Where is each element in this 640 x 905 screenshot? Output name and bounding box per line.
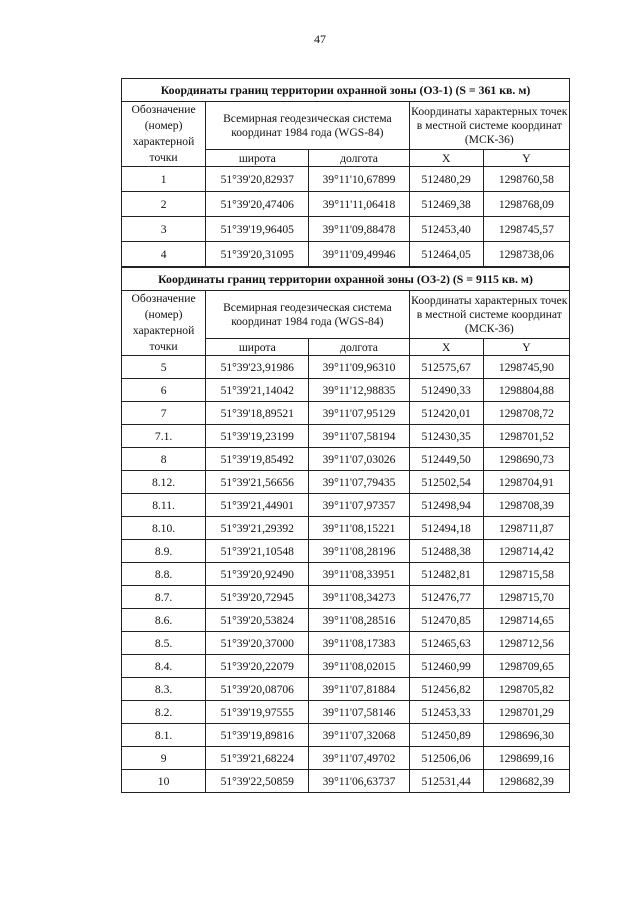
coord-x-cell: 512453,33 <box>409 701 483 724</box>
coord-y-cell: 1298745,57 <box>483 217 569 242</box>
table-row <box>122 192 570 217</box>
point-id-cell: 8.3. <box>122 678 206 701</box>
table-row <box>122 356 570 379</box>
longitude-cell: 39°11'08,02015 <box>309 655 409 678</box>
coord-x-cell: 512476,77 <box>409 586 483 609</box>
longitude-cell: 39°11'08,17383 <box>309 632 409 655</box>
latitude-cell: 51°39'20,82937 <box>206 167 309 192</box>
coord-y-cell: 1298701,29 <box>483 701 569 724</box>
coord-x-cell: 512420,01 <box>409 402 483 425</box>
coord-x-cell: 512498,94 <box>409 494 483 517</box>
coord-y-cell: 1298709,65 <box>483 655 569 678</box>
table-row <box>122 425 570 448</box>
coord-x-cell: 512488,38 <box>409 540 483 563</box>
header-latitude: широта <box>206 150 309 167</box>
point-id-cell: 8.1. <box>122 724 206 747</box>
coord-x-cell: 512470,85 <box>409 609 483 632</box>
coord-x-cell: 512575,67 <box>409 356 483 379</box>
header-msk36: Координаты характерных точек в местной системе координат (МСК-36) <box>409 291 569 339</box>
latitude-cell: 51°39'20,31095 <box>206 242 309 267</box>
longitude-cell: 39°11'12,98835 <box>309 379 409 402</box>
header-y: Y <box>483 150 569 167</box>
point-id-cell: 8.8. <box>122 563 206 586</box>
coord-x-cell: 512506,06 <box>409 747 483 770</box>
latitude-cell: 51°39'23,91986 <box>206 356 309 379</box>
longitude-cell: 39°11'09,49946 <box>309 242 409 267</box>
coord-y-cell: 1298738,06 <box>483 242 569 267</box>
table-row <box>122 609 570 632</box>
latitude-cell: 51°39'20,08706 <box>206 678 309 701</box>
latitude-cell: 51°39'20,47406 <box>206 192 309 217</box>
latitude-cell: 51°39'18,89521 <box>206 402 309 425</box>
table-title: Координаты границ территории охранной зоны (ОЗ-1) (S = 361 кв. м) <box>122 79 570 102</box>
longitude-cell: 39°11'10,67899 <box>309 167 409 192</box>
longitude-cell: 39°11'09,88478 <box>309 217 409 242</box>
table-row <box>122 217 570 242</box>
coord-y-cell: 1298699,16 <box>483 747 569 770</box>
page-number: 47 <box>314 32 326 46</box>
latitude-cell: 51°39'21,44901 <box>206 494 309 517</box>
longitude-cell: 39°11'07,58146 <box>309 701 409 724</box>
latitude-cell: 51°39'20,22079 <box>206 655 309 678</box>
coord-y-cell: 1298690,73 <box>483 448 569 471</box>
latitude-cell: 51°39'19,97555 <box>206 701 309 724</box>
longitude-cell: 39°11'07,03026 <box>309 448 409 471</box>
longitude-cell: 39°11'08,15221 <box>309 517 409 540</box>
coordinates-table-oz1 <box>121 78 570 267</box>
point-id-cell: 8.2. <box>122 701 206 724</box>
coord-x-cell: 512531,44 <box>409 770 483 793</box>
longitude-cell: 39°11'09,96310 <box>309 356 409 379</box>
header-longitude: долгота <box>309 339 409 356</box>
header-designation: Обозначение (номер) характерной точки <box>122 102 206 167</box>
coord-y-cell: 1298715,70 <box>483 586 569 609</box>
point-id-cell: 8.5. <box>122 632 206 655</box>
table-row <box>122 494 570 517</box>
table-row <box>122 242 570 267</box>
coord-y-cell: 1298705,82 <box>483 678 569 701</box>
coord-x-cell: 512480,29 <box>409 167 483 192</box>
coord-y-cell: 1298696,30 <box>483 724 569 747</box>
coord-x-cell: 512450,89 <box>409 724 483 747</box>
table-row <box>122 747 570 770</box>
point-id-cell: 7 <box>122 402 206 425</box>
point-id-cell: 6 <box>122 379 206 402</box>
coord-y-cell: 1298804,88 <box>483 379 569 402</box>
longitude-cell: 39°11'07,79435 <box>309 471 409 494</box>
point-id-cell: 2 <box>122 192 206 217</box>
latitude-cell: 51°39'20,37000 <box>206 632 309 655</box>
point-id-cell: 1 <box>122 167 206 192</box>
longitude-cell: 39°11'07,97357 <box>309 494 409 517</box>
coord-x-cell: 512464,05 <box>409 242 483 267</box>
longitude-cell: 39°11'08,34273 <box>309 586 409 609</box>
longitude-cell: 39°11'07,32068 <box>309 724 409 747</box>
longitude-cell: 39°11'07,81884 <box>309 678 409 701</box>
point-id-cell: 4 <box>122 242 206 267</box>
coord-x-cell: 512469,38 <box>409 192 483 217</box>
point-id-cell: 10 <box>122 770 206 793</box>
coord-y-cell: 1298708,39 <box>483 494 569 517</box>
latitude-cell: 51°39'21,56656 <box>206 471 309 494</box>
point-id-cell: 8.10. <box>122 517 206 540</box>
point-id-cell: 8.4. <box>122 655 206 678</box>
coord-x-cell: 512502,54 <box>409 471 483 494</box>
point-id-cell: 8.12. <box>122 471 206 494</box>
coord-y-cell: 1298714,65 <box>483 609 569 632</box>
latitude-cell: 51°39'21,14042 <box>206 379 309 402</box>
longitude-cell: 39°11'11,06418 <box>309 192 409 217</box>
longitude-cell: 39°11'08,28196 <box>309 540 409 563</box>
table-row <box>122 517 570 540</box>
header-longitude: долгота <box>309 150 409 167</box>
table-row <box>122 724 570 747</box>
latitude-cell: 51°39'21,68224 <box>206 747 309 770</box>
coord-y-cell: 1298708,72 <box>483 402 569 425</box>
header-x: X <box>409 150 483 167</box>
point-id-cell: 9 <box>122 747 206 770</box>
coord-x-cell: 512453,40 <box>409 217 483 242</box>
coord-x-cell: 512494,18 <box>409 517 483 540</box>
latitude-cell: 51°39'19,96405 <box>206 217 309 242</box>
table-row <box>122 563 570 586</box>
coord-y-cell: 1298704,91 <box>483 471 569 494</box>
coord-y-cell: 1298745,90 <box>483 356 569 379</box>
point-id-cell: 8.9. <box>122 540 206 563</box>
table-row <box>122 678 570 701</box>
table-row <box>122 379 570 402</box>
coord-y-cell: 1298768,09 <box>483 192 569 217</box>
coord-x-cell: 512460,99 <box>409 655 483 678</box>
latitude-cell: 51°39'21,10548 <box>206 540 309 563</box>
header-designation: Обозначение (номер) характерной точки <box>122 291 206 356</box>
coord-x-cell: 512456,82 <box>409 678 483 701</box>
point-id-cell: 7.1. <box>122 425 206 448</box>
table-title: Координаты границ территории охранной зоны (ОЗ-2) (S = 9115 кв. м) <box>122 268 570 291</box>
coordinates-table-oz2 <box>121 267 570 793</box>
longitude-cell: 39°11'07,95129 <box>309 402 409 425</box>
coord-x-cell: 512449,50 <box>409 448 483 471</box>
coord-y-cell: 1298715,58 <box>483 563 569 586</box>
point-id-cell: 8 <box>122 448 206 471</box>
coord-x-cell: 512490,33 <box>409 379 483 402</box>
table-row <box>122 402 570 425</box>
coord-y-cell: 1298714,42 <box>483 540 569 563</box>
table-row <box>122 632 570 655</box>
latitude-cell: 51°39'20,92490 <box>206 563 309 586</box>
latitude-cell: 51°39'19,85492 <box>206 448 309 471</box>
point-id-cell: 5 <box>122 356 206 379</box>
header-latitude: широта <box>206 339 309 356</box>
coord-x-cell: 512482,81 <box>409 563 483 586</box>
table-row <box>122 655 570 678</box>
latitude-cell: 51°39'20,53824 <box>206 609 309 632</box>
coord-x-cell: 512465,63 <box>409 632 483 655</box>
longitude-cell: 39°11'07,49702 <box>309 747 409 770</box>
table-row <box>122 586 570 609</box>
coord-y-cell: 1298760,58 <box>483 167 569 192</box>
table-row <box>122 540 570 563</box>
point-id-cell: 8.6. <box>122 609 206 632</box>
point-id-cell: 8.7. <box>122 586 206 609</box>
longitude-cell: 39°11'07,58194 <box>309 425 409 448</box>
table-row <box>122 448 570 471</box>
coord-y-cell: 1298711,87 <box>483 517 569 540</box>
longitude-cell: 39°11'08,28516 <box>309 609 409 632</box>
latitude-cell: 51°39'19,23199 <box>206 425 309 448</box>
table-row <box>122 471 570 494</box>
longitude-cell: 39°11'08,33951 <box>309 563 409 586</box>
table-row <box>122 167 570 192</box>
latitude-cell: 51°39'21,29392 <box>206 517 309 540</box>
coord-y-cell: 1298701,52 <box>483 425 569 448</box>
latitude-cell: 51°39'22,50859 <box>206 770 309 793</box>
coord-y-cell: 1298682,39 <box>483 770 569 793</box>
latitude-cell: 51°39'19,89816 <box>206 724 309 747</box>
table-row <box>122 770 570 793</box>
coord-x-cell: 512430,35 <box>409 425 483 448</box>
header-wgs84: Всемирная геодезическая система координат 1984 года (WGS-84) <box>206 291 409 339</box>
latitude-cell: 51°39'20,72945 <box>206 586 309 609</box>
table-row <box>122 701 570 724</box>
point-id-cell: 8.11. <box>122 494 206 517</box>
header-wgs84: Всемирная геодезическая система координат 1984 года (WGS-84) <box>206 102 409 150</box>
coord-y-cell: 1298712,56 <box>483 632 569 655</box>
header-msk36: Координаты характерных точек в местной системе координат (МСК-36) <box>409 102 569 150</box>
header-y: Y <box>483 339 569 356</box>
header-x: X <box>409 339 483 356</box>
point-id-cell: 3 <box>122 217 206 242</box>
longitude-cell: 39°11'06,63737 <box>309 770 409 793</box>
